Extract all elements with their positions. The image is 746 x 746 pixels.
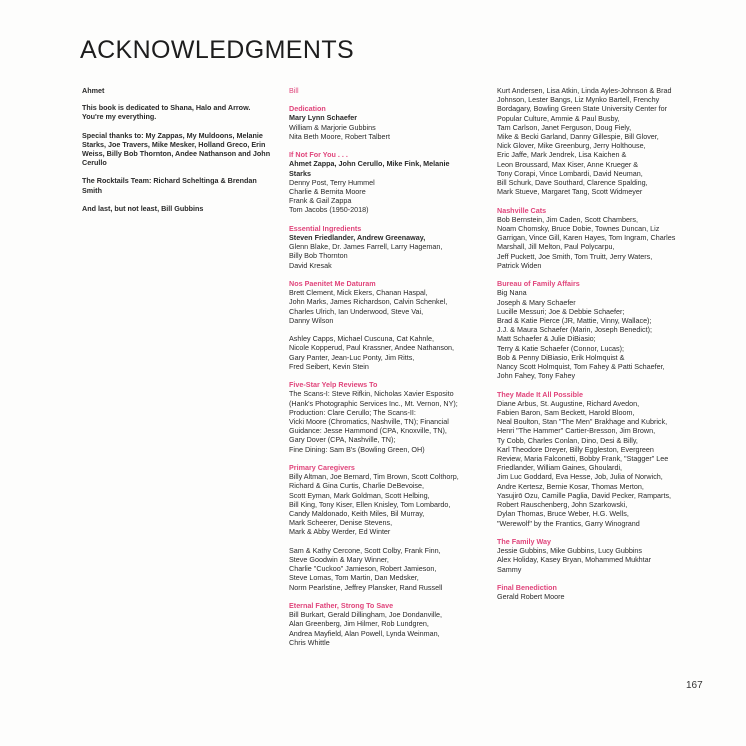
credit-line: Popular Culture, Ammie & Paul Busby, — [497, 113, 620, 123]
credit-line: Robert Rauschenberg, John Szarkowski, — [497, 500, 628, 510]
credit-line: Nick Glover, Mike Greenburg, Jerry Holthouse, — [497, 141, 646, 151]
credit-line: Sammy — [497, 564, 522, 574]
page-number: 167 — [686, 680, 703, 691]
credit-line: Noam Chomsky, Bruce Dobie, Townes Duncan, Liz — [497, 224, 660, 234]
credit-line: Matt Schaefer & Julie DiBiasio; — [497, 334, 596, 344]
credit-line: John Fahey, Tony Fahey — [497, 371, 576, 381]
credit-line: Nita Beth Moore, Robert Talbert — [289, 131, 390, 141]
credit-line: Marshall, Jill Melton, Paul Polycarpu, — [497, 242, 615, 252]
credit-line: The Scans-I: Steve Rifkin, Nicholas Xavier Esposito — [289, 389, 454, 399]
section-heading: Nashville Cats — [497, 205, 547, 215]
credit-line: Steven Friedlander, Andrew Greenaway, — [289, 233, 426, 243]
credit-line: Steve Goodwin & Mary Winner, — [289, 555, 389, 565]
closing-paragraph: And last, but not least, Bill Gubbins — [82, 203, 204, 213]
credit-line: Production: Clare Cerullo; The Scans-II: — [289, 407, 416, 417]
credit-line: Patrick Widen — [497, 260, 542, 270]
credit-section — [289, 104, 485, 141]
credit-section — [497, 390, 697, 528]
credit-section — [497, 86, 697, 196]
credit-line: William & Marjorie Gubbins — [289, 122, 376, 132]
credit-line: Fine Dining: Sam B's (Bowling Green, OH) — [289, 444, 425, 454]
bill-column — [289, 86, 485, 656]
credit-section — [289, 224, 485, 270]
credit-line: Leon Broussard, Max Kiser, Anne Krueger & — [497, 159, 639, 169]
dedication-paragraph: This book is dedicated to Shana, Halo and Arrow. You're my everything. — [82, 103, 251, 122]
credit-line: Diane Arbus, St. Augustine, Richard Avedon, — [497, 398, 640, 408]
credit-line: Starks — [289, 168, 311, 178]
credit-line: Gerald Robert Moore — [497, 592, 565, 602]
section-heading: If Not For You . . . — [289, 150, 348, 160]
credit-line: (Hank's Photographic Services Inc., Mt. Vernon, NY); — [289, 398, 458, 408]
credit-line: Tom Jacobs (1950-2018) — [289, 205, 369, 215]
credit-line: Bob & Penny DiBiasio, Erik Holmquist & — [497, 352, 625, 362]
credit-line: Andre Kertesz, Bernie Kosar, Thomas Merton, — [497, 481, 644, 491]
credit-line: Richard & Gina Curtis, Charlie DeBevoise, — [289, 481, 425, 491]
credit-line: Gary Dover (CPA, Nashville, TN); — [289, 435, 396, 445]
credit-line: Danny Wilson — [289, 315, 334, 325]
section-heading: Essential Ingredients — [289, 223, 362, 233]
credit-line: Andrea Mayfield, Alan Powell, Lynda Weinman, — [289, 628, 440, 638]
credit-line: Gary Panter, Jean-Luc Ponty, Jim Ritts, — [289, 352, 415, 362]
credit-line: Joseph & Mary Schaefer — [497, 297, 576, 307]
credit-line: J.J. & Maura Schaefer (Marin, Joseph Benedict); — [497, 325, 652, 335]
credit-line: Sam & Kathy Cercone, Scott Colby, Frank Finn, — [289, 545, 441, 555]
credit-line: Mark Scheerer, Denise Stevens, — [289, 518, 393, 528]
credit-section — [497, 206, 697, 270]
credit-line: Tam Carlson, Janet Ferguson, Doug Fiely, — [497, 122, 632, 132]
credit-line: Fred Seibert, Kevin Stein — [289, 361, 369, 371]
credit-line: Lucille Messuri; Joe & Debbie Schaefer; — [497, 306, 625, 316]
credit-section — [289, 279, 485, 371]
credit-line: Neal Boulton, Stan "The Men" Brakhage and Kubrick, — [497, 417, 668, 427]
author-column — [82, 86, 272, 222]
section-heading: Five-Star Yelp Reviews To — [289, 380, 378, 390]
credit-line: Glenn Blake, Dr. James Farrell, Larry Hageman, — [289, 242, 443, 252]
credit-line: Mary Lynn Schaefer — [289, 113, 358, 123]
section-heading: They Made It All Possible — [497, 389, 584, 399]
credit-line: Ashley Capps, Michael Cuscuna, Cat Kahnle, — [289, 334, 435, 344]
credit-line: Jeff Puckett, Joe Smith, Tom Truitt, Jerry Waters, — [497, 251, 653, 261]
credit-line: Garrigan, Vince Gill, Karen Hayes, Tom Ingram, Charles — [497, 233, 676, 243]
credit-line: Terry & Katie Schaefer (Connor, Lucas); — [497, 343, 625, 353]
credit-line: Bordagary, Bowling Green State University Center for — [497, 104, 668, 114]
special-thanks-paragraph: Special thanks to: My Zappas, My Muldoons, Melanie Starks, Joe Travers, Mike Mesker, Holland Greco, Erin Weiss, Billy Bob Thornton, Andee Nathanson and John Cerullo — [82, 130, 271, 168]
section-heading: Eternal Father, Strong To Save — [289, 601, 394, 611]
credit-line: Charlie "Cuckoo" Jamieson, Robert Jamieson, — [289, 564, 437, 574]
credit-section — [289, 463, 485, 592]
credit-line: Guidance: Jesse Hammond (CPA, Knoxville, TN), — [289, 426, 447, 436]
credit-line: Bill Schurk, Dave Southard, Clarence Spalding, — [497, 178, 648, 188]
third-sections — [497, 86, 697, 601]
credit-line: Jim Luc Goddard, Eva Hesse, Job, Julia of Norwich, — [497, 472, 663, 482]
credit-line: Scott Eyman, Mark Goldman, Scott Helbing, — [289, 490, 430, 500]
credit-line: Steve Lomas, Tom Martin, Dan Medsker, — [289, 573, 419, 583]
credit-line: Nancy Scott Holmquist, Tom Fahey & Patti Schaefer, — [497, 362, 665, 372]
page-title: ACKNOWLEDGMENTS — [80, 36, 355, 64]
credit-line: Denny Post, Terry Hummel — [289, 177, 375, 187]
credit-section — [497, 279, 697, 380]
credit-line: Review, Maria Falconetti, Bobby Frank, "Stagger" Lee — [497, 454, 669, 464]
credit-line: Fabien Baron, Sam Beckett, Harold Bloom, — [497, 408, 635, 418]
credit-line: Karl Theodore Dreyer, Billy Eggleston, Evergreen — [497, 444, 654, 454]
credit-line: Alan Greenberg, Jim Hilmer, Rob Lundgren, — [289, 619, 429, 629]
credit-line: Friedlander, William Gaines, Ghoulardi, — [497, 463, 623, 473]
credit-line: Ahmet Zappa, John Cerullo, Mike Fink, Melanie — [289, 159, 450, 169]
credit-line: Brad & Katie Pierce (JR, Mattie, Vinny, Wallace); — [497, 316, 652, 326]
third-column — [497, 86, 697, 610]
credit-line: Mark Stueve, Margaret Tang, Scott Widmeyer — [497, 187, 643, 197]
credit-line: "Werewolf" by the Frantics, Garry Winogrand — [497, 518, 640, 528]
credit-line: Jessie Gubbins, Mike Gubbins, Lucy Gubbins — [497, 546, 643, 556]
credit-line: Vicki Moore (Chromatics, Nashville, TN); Financial — [289, 417, 449, 427]
section-heading: The Family Way — [497, 536, 552, 546]
section-heading: Nos Paenitet Me Daturam — [289, 279, 376, 289]
credit-line: Alex Holiday, Kasey Bryan, Mohammed Mukhtar — [497, 555, 652, 565]
credit-line: Mike & Becki Garland, Danny Gillespie, Bill Glover, — [497, 132, 659, 142]
section-heading: Bureau of Family Affairs — [497, 279, 580, 289]
credit-line: Billy Bob Thornton — [289, 251, 348, 261]
credit-line: Bill King, Tony Kiser, Ellen Knisley, Tom Lombardo, — [289, 499, 451, 509]
paragraph-gap — [289, 537, 485, 546]
credit-line: Frank & Gail Zappa — [289, 196, 352, 206]
credit-line: Nicole Kopperud, Paul Krassner, Andee Nathanson, — [289, 343, 455, 353]
credit-line: Mark & Abby Werder, Ed Winter — [289, 527, 391, 537]
credit-line: Bob Bernstein, Jim Caden, Scott Chambers, — [497, 214, 639, 224]
credit-line: Big Nana — [497, 288, 527, 298]
credit-line: Candy Maldonado, Keith Miles, Bil Murray, — [289, 509, 425, 519]
bill-sections — [289, 104, 485, 647]
credit-line: Eric Jaffe, Mark Jendrek, Lisa Kaichen & — [497, 150, 627, 160]
credit-line: Norm Pearlstine, Jeffrey Plansker, Rand Russell — [289, 582, 443, 592]
credit-line: Johnson, Lester Bangs, Liz Mynko Bartell, Frenchy — [497, 95, 660, 105]
bill-author-tag: Bill — [289, 86, 299, 95]
credit-line: Tony Corapi, Vince Lombardi, David Neuman, — [497, 168, 643, 178]
credit-section — [289, 150, 485, 214]
credit-section — [497, 583, 697, 601]
credit-line: Yasujirō Ozu, Camille Paglia, David Pecker, Ramparts, — [497, 490, 672, 500]
credit-section — [289, 601, 485, 647]
credit-line: Dylan Thomas, Bruce Weber, H.G. Wells, — [497, 509, 629, 519]
paragraph-gap — [289, 325, 485, 334]
credit-line: Bill Burkart, Gerald Dillingham, Joe Dondanville, — [289, 610, 443, 620]
credit-line: Brett Clement, Mick Ekers, Chanan Haspal, — [289, 288, 428, 298]
credit-line: Henri "The Hammer" Cartier-Bresson, Jim Brown, — [497, 426, 656, 436]
credit-line: Charlie & Bernita Moore — [289, 187, 366, 197]
section-heading: Primary Caregivers — [289, 463, 355, 473]
credit-line: John Marks, James Richardson, Calvin Schenkel, — [289, 297, 448, 307]
credit-line: David Kresak — [289, 260, 332, 270]
credit-line: Chris Whittle — [289, 637, 330, 647]
credit-line: Charles Ulrich, Ian Underwood, Steve Vai, — [289, 306, 424, 316]
credit-line: Ty Cobb, Charles Conlan, Dino, Desi & Billy, — [497, 435, 638, 445]
section-heading: Dedication — [289, 104, 326, 114]
section-heading: Final Benediction — [497, 582, 557, 592]
credit-line: Billy Altman, Joe Bernard, Tim Brown, Scott Colthorp, — [289, 472, 459, 482]
credit-section — [497, 537, 697, 574]
credit-section — [289, 380, 485, 454]
author-name: Ahmet — [82, 86, 105, 95]
credit-line: Kurt Andersen, Lisa Atkin, Linda Ayles-Johnson & Brad — [497, 86, 672, 95]
rocktails-team-paragraph: The Rocktails Team: Richard Scheltinga & Brendan Smith — [82, 176, 257, 195]
